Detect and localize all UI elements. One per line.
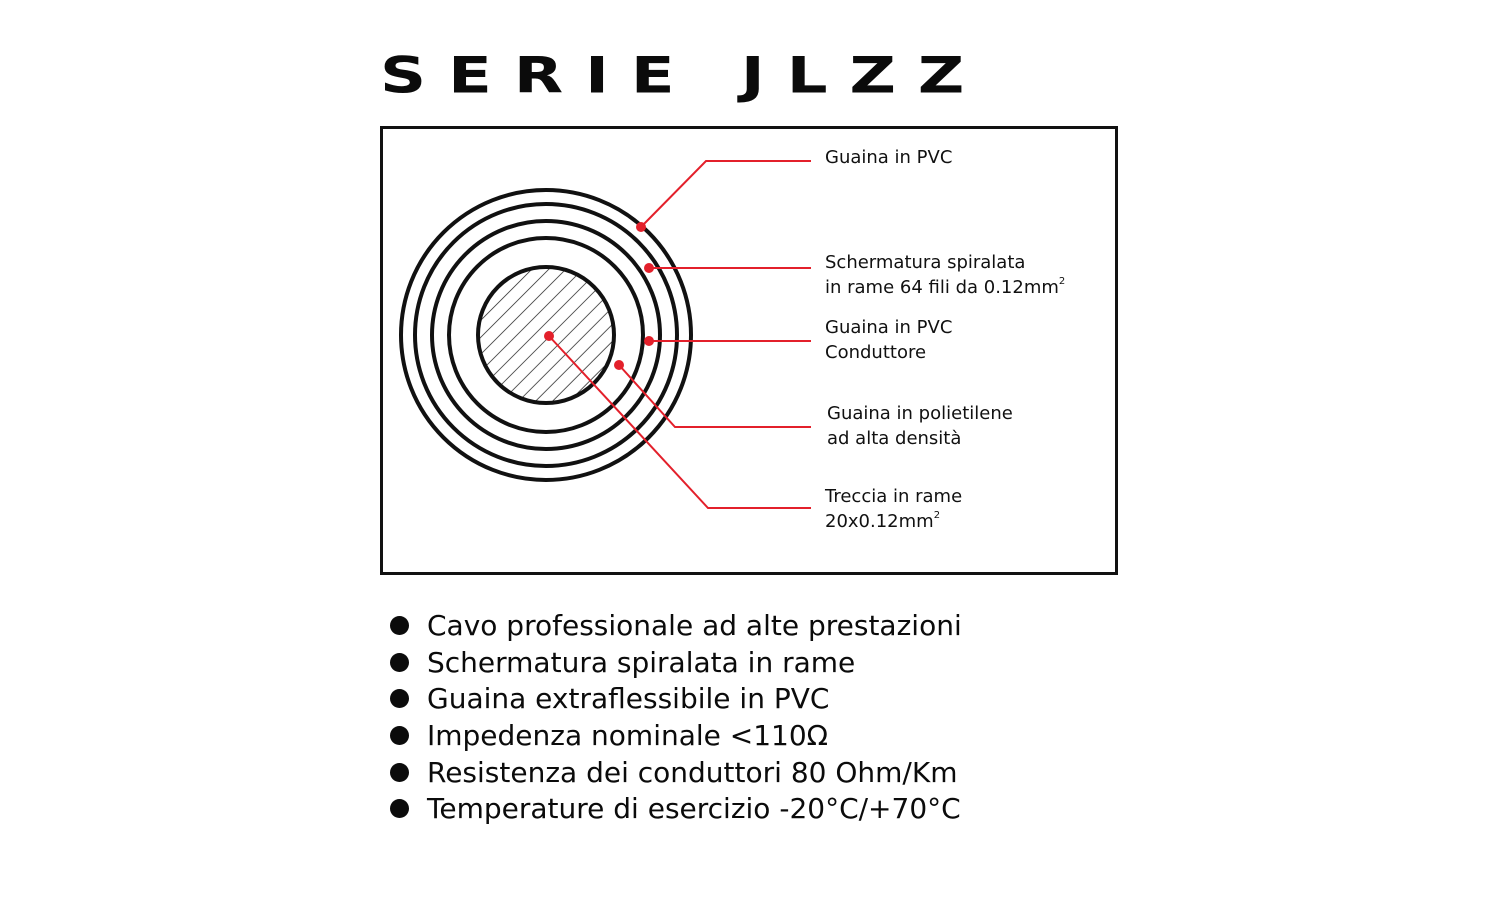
feature-item xyxy=(390,644,962,681)
callout-line: $20x0.12mm^2$ xyxy=(825,510,941,532)
feature-item xyxy=(390,607,962,644)
bullet-icon xyxy=(390,653,409,672)
bullet-icon xyxy=(390,726,409,745)
feature-item xyxy=(390,754,962,791)
cable-cross-section-svg xyxy=(383,129,1115,572)
feature-item xyxy=(390,790,962,827)
cable-cross-section-diagram xyxy=(380,126,1118,575)
feature-text: Temperature di esercizio -20°C/+70°C xyxy=(427,792,961,826)
callout-label-polyethylene-insulation xyxy=(827,401,1013,451)
callout-label-outer-pvc-sheath xyxy=(825,145,952,170)
callout-line: Guaina in polietilene xyxy=(827,403,1013,424)
bullet-icon xyxy=(390,799,409,818)
page-title: SERIE JLZZ xyxy=(380,47,987,105)
feature-text: Resistenza dei conduttori 80 Ohm/Km xyxy=(427,755,958,789)
leader-dot-inner-pvc-sheath-conductor xyxy=(644,336,654,346)
feature-item xyxy=(390,680,962,717)
callout-line: in rame 64 fili da $0.12mm^2$ xyxy=(825,276,1066,298)
feature-list xyxy=(390,607,962,827)
callout-label-spiral-shield xyxy=(825,250,1065,300)
callout-line: Guaina in PVC xyxy=(825,317,953,338)
bullet-icon xyxy=(390,763,409,782)
callout-line: ad alta densità xyxy=(827,428,962,449)
callout-label-copper-braid xyxy=(825,484,962,534)
callout-line: Conduttore xyxy=(825,342,927,363)
bullet-icon xyxy=(390,689,409,708)
leader-dot-outer-pvc-sheath xyxy=(636,222,646,232)
callout-line: Treccia in rame xyxy=(825,486,963,507)
superscript: 2 xyxy=(933,510,941,521)
feature-text: Impedenza nominale <110Ω xyxy=(427,718,829,752)
callout-line: Schermatura spiralata xyxy=(825,252,1026,273)
feature-text: Guaina extraflessibile in PVC xyxy=(427,682,830,716)
leader-dot-spiral-shield xyxy=(644,263,654,273)
callout-line: Guaina in PVC xyxy=(825,147,953,168)
bullet-icon xyxy=(390,616,409,635)
feature-item xyxy=(390,717,962,754)
leader-line-outer-pvc-sheath xyxy=(641,161,811,227)
superscript: 2 xyxy=(1058,276,1066,287)
feature-text: Schermatura spiralata in rame xyxy=(427,645,856,679)
leader-dot-polyethylene-insulation xyxy=(614,360,624,370)
feature-text: Cavo professionale ad alte prestazioni xyxy=(427,608,962,642)
leader-dot-copper-braid xyxy=(544,331,554,341)
callout-label-inner-pvc-sheath-conductor xyxy=(825,315,952,365)
